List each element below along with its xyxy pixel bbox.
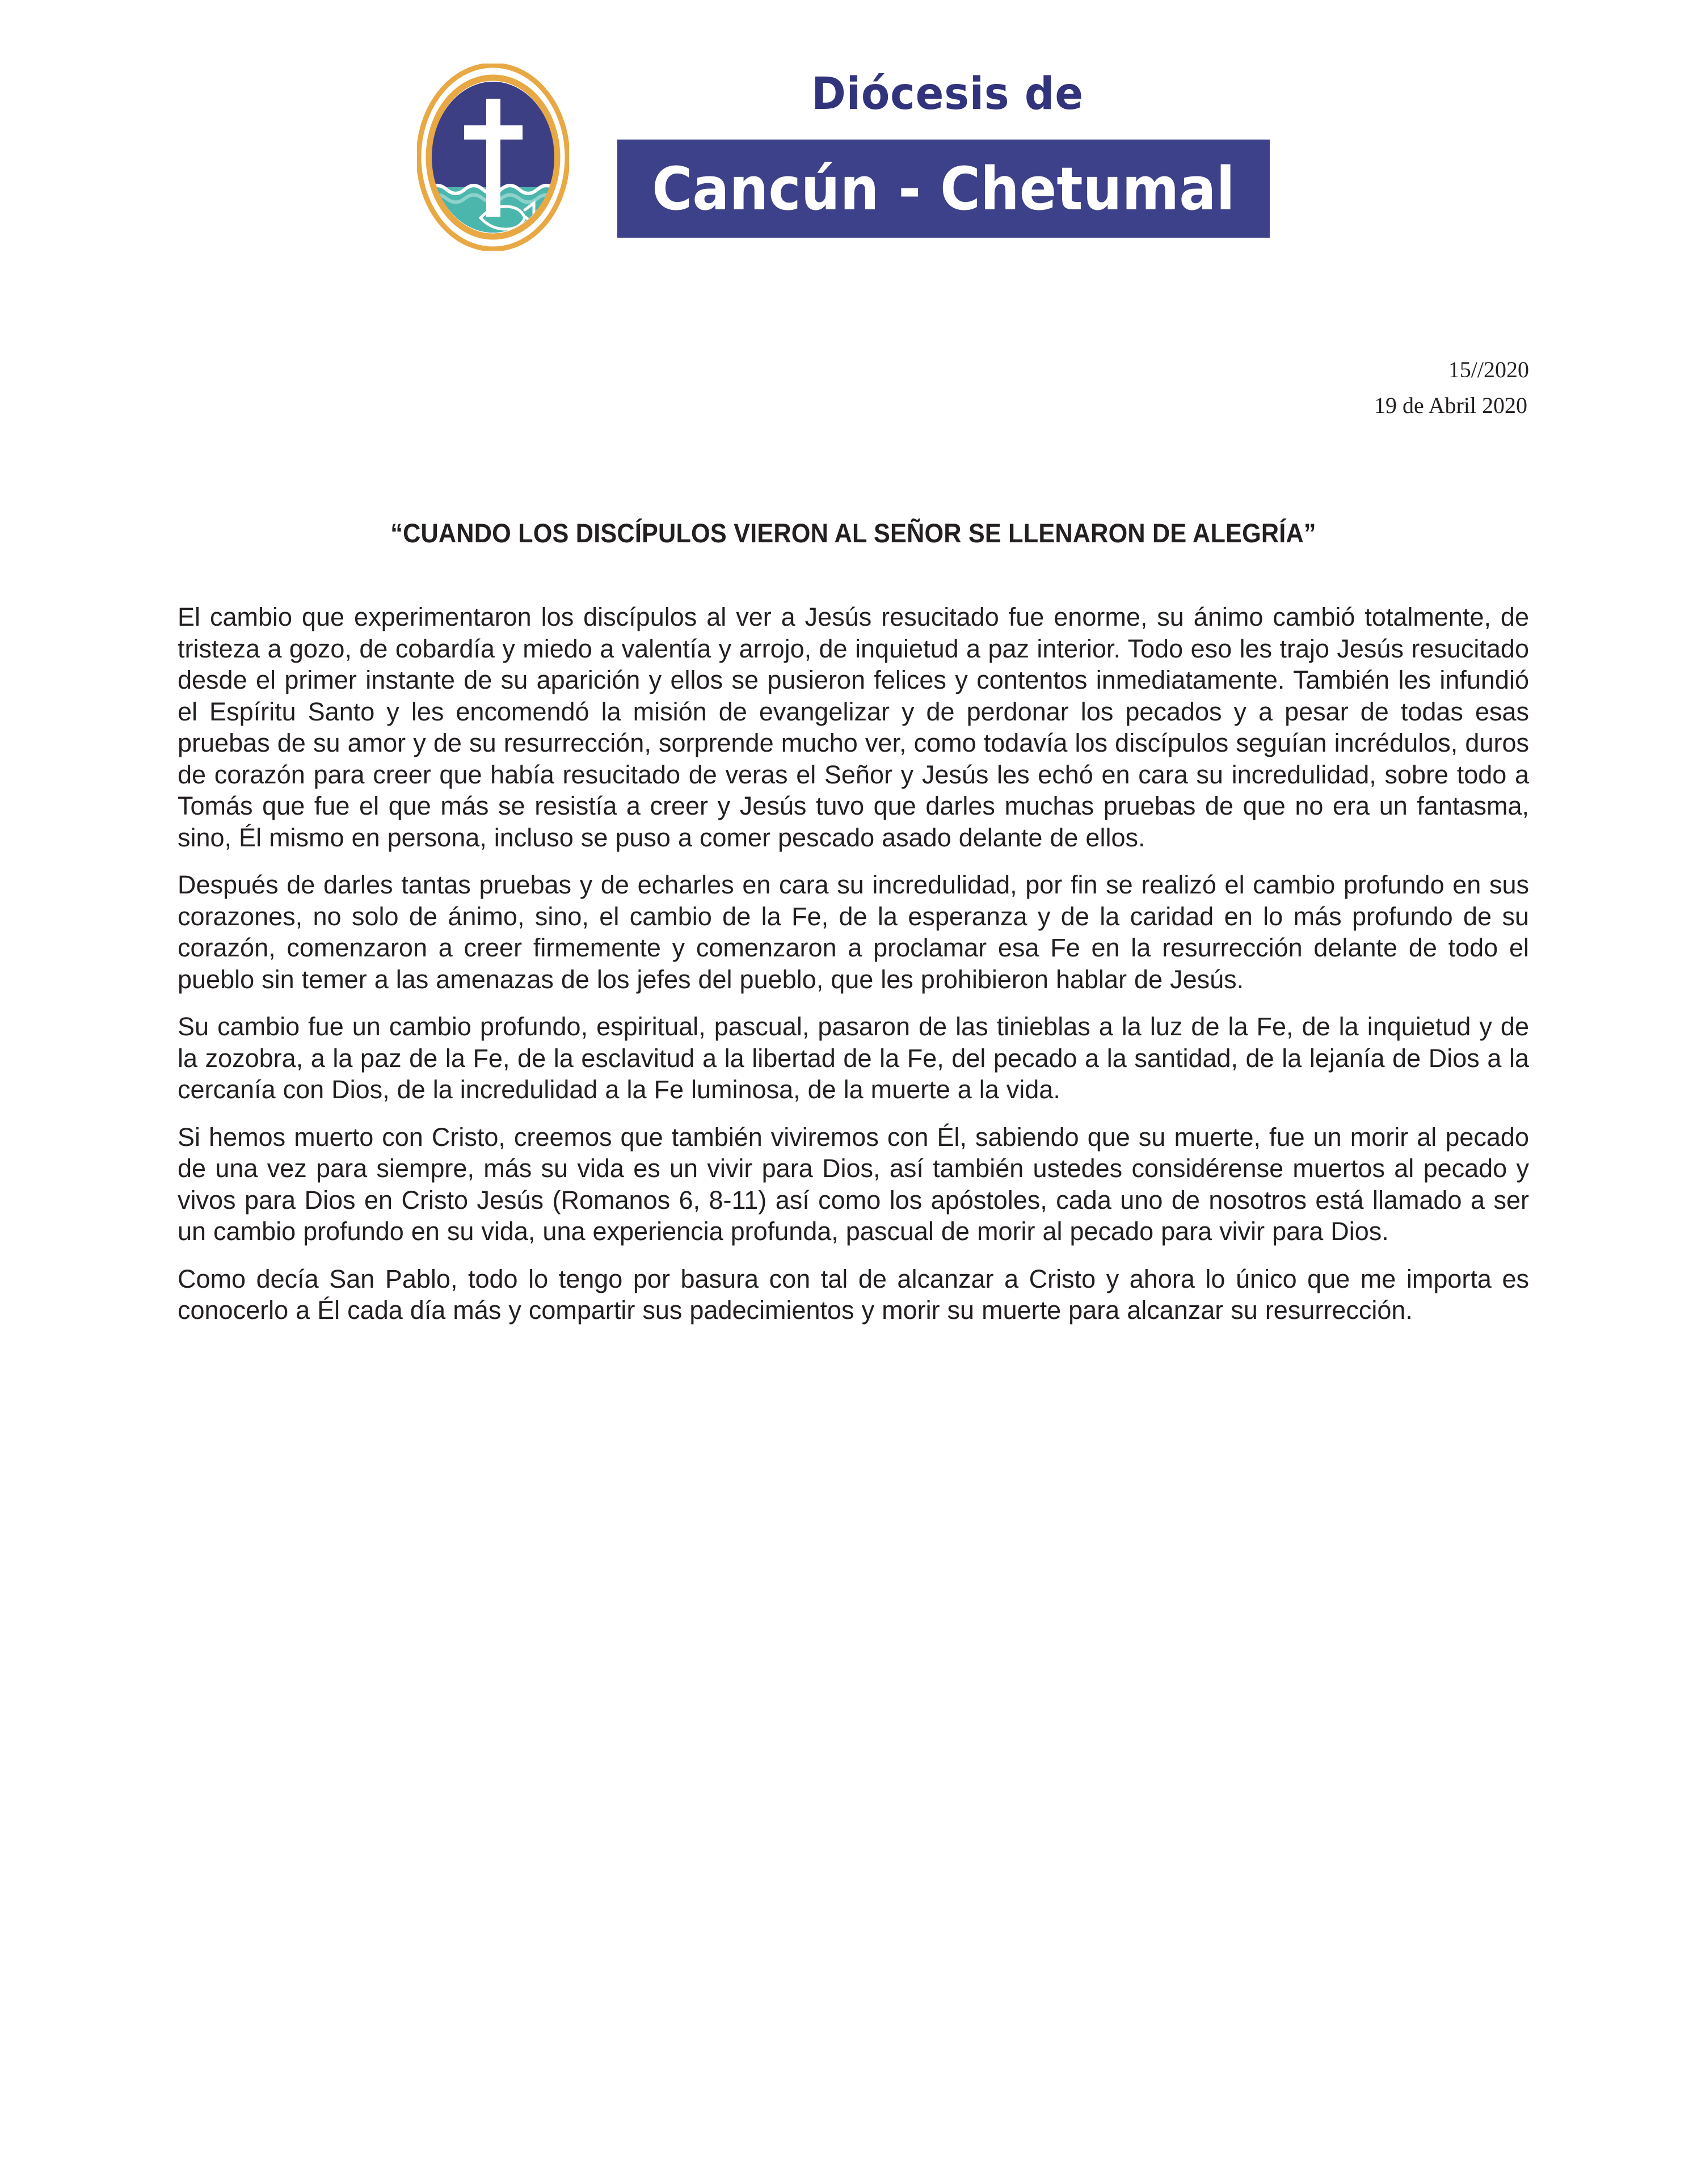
- diocese-wordmark: [613, 68, 1277, 244]
- reference-number: 15//2020: [1448, 357, 1529, 382]
- document-body: [178, 601, 1529, 1326]
- date-block: [178, 352, 1529, 423]
- body-paragraph: El cambio que experimentaron los discípulos al ver a Jesús resucitado fue enorme, su ánimo cambió totalmente, de tristeza a gozo, de cobardía y miedo a valentía y arrojo, de inquietud a paz interior. Todo eso les trajo Jesús resucitado desde el primer instante de su aparición y ellos se pusieron felices y contentos inmediatamente. También les infundió el Espíritu Santo y les encomendó la misión de evangelizar y de perdonar los pecados y a pesar de todas esas pruebas de su amor y de su resurrección, sorprende mucho ver, como todavía los discípulos seguían incrédulos, duros de corazón para creer que había resucitado de veras el Señor y Jesús les echó en cara su incredulidad, sobre todo a Tomás que fue el que más se resistía a creer y Jesús tuvo que darles muchas pruebas de que no era un fantasma, sino, Él mismo en persona, incluso se puso a comer pescado asado delante de ellos.: [178, 602, 1529, 852]
- wordmark-line-diocesis: Diócesis de: [811, 69, 1084, 120]
- diocese-emblem: [417, 64, 569, 251]
- body-paragraph: Después de darles tantas pruebas y de echarles en cara su incredulidad, por fin se realizó el cambio profundo en sus corazones, no solo de ánimo, sino, el cambio de la Fe, de la esperanza y de la caridad en lo más profundo de su corazón, comenzaron a creer firmemente y comenzaron a proclamar esa Fe en la resurrección delante de todo el pueblo sin temer a las amenazas de los jefes del pueblo, que les prohibieron hablar de Jesús.: [178, 870, 1529, 994]
- wordmark-line-cancun-chetumal: Cancún - Chetumal: [652, 154, 1235, 224]
- letterhead: [0, 0, 1693, 289]
- wordmark-banner: [617, 140, 1270, 238]
- issue-date: 19 de Abril 2020: [1374, 393, 1527, 418]
- body-paragraph: Como decía San Pablo, todo lo tengo por basura con tal de alcanzar a Cristo y ahora lo único que me importa es conocerlo a Él cada día más y compartir sus padecimientos y morir su muerte para alcanzar su resurrección.: [178, 1264, 1529, 1325]
- page-title: “CUANDO LOS DISCÍPULOS VIERON AL SEÑOR SE LLENARON DE ALEGRÍA”: [390, 518, 1316, 548]
- body-paragraph: Su cambio fue un cambio profundo, espiritual, pascual, pasaron de las tinieblas a la luz de la Fe, de la inquietud y de la zozobra, a la paz de la Fe, de la esclavitud a la libertad de la Fe, del pecado a la santidad, de la lejanía de Dios a la cercanía con Dios, de la incredulidad a la Fe luminosa, de la muerte a la vida.: [178, 1012, 1529, 1104]
- body-paragraph: Si hemos muerto con Cristo, creemos que también viviremos con Él, sabiendo que su muerte, fue un morir al pecado de una vez para siempre, más su vida es un vivir para Dios, así también ustedes considérense muertos al pecado y vivos para Dios en Cristo Jesús (Romanos 6, 8-11) así como los apóstoles, cada uno de nosotros está llamado a ser un cambio profundo en su vida, una experiencia profunda, pascual de morir al pecado para vivir para Dios.: [178, 1122, 1529, 1246]
